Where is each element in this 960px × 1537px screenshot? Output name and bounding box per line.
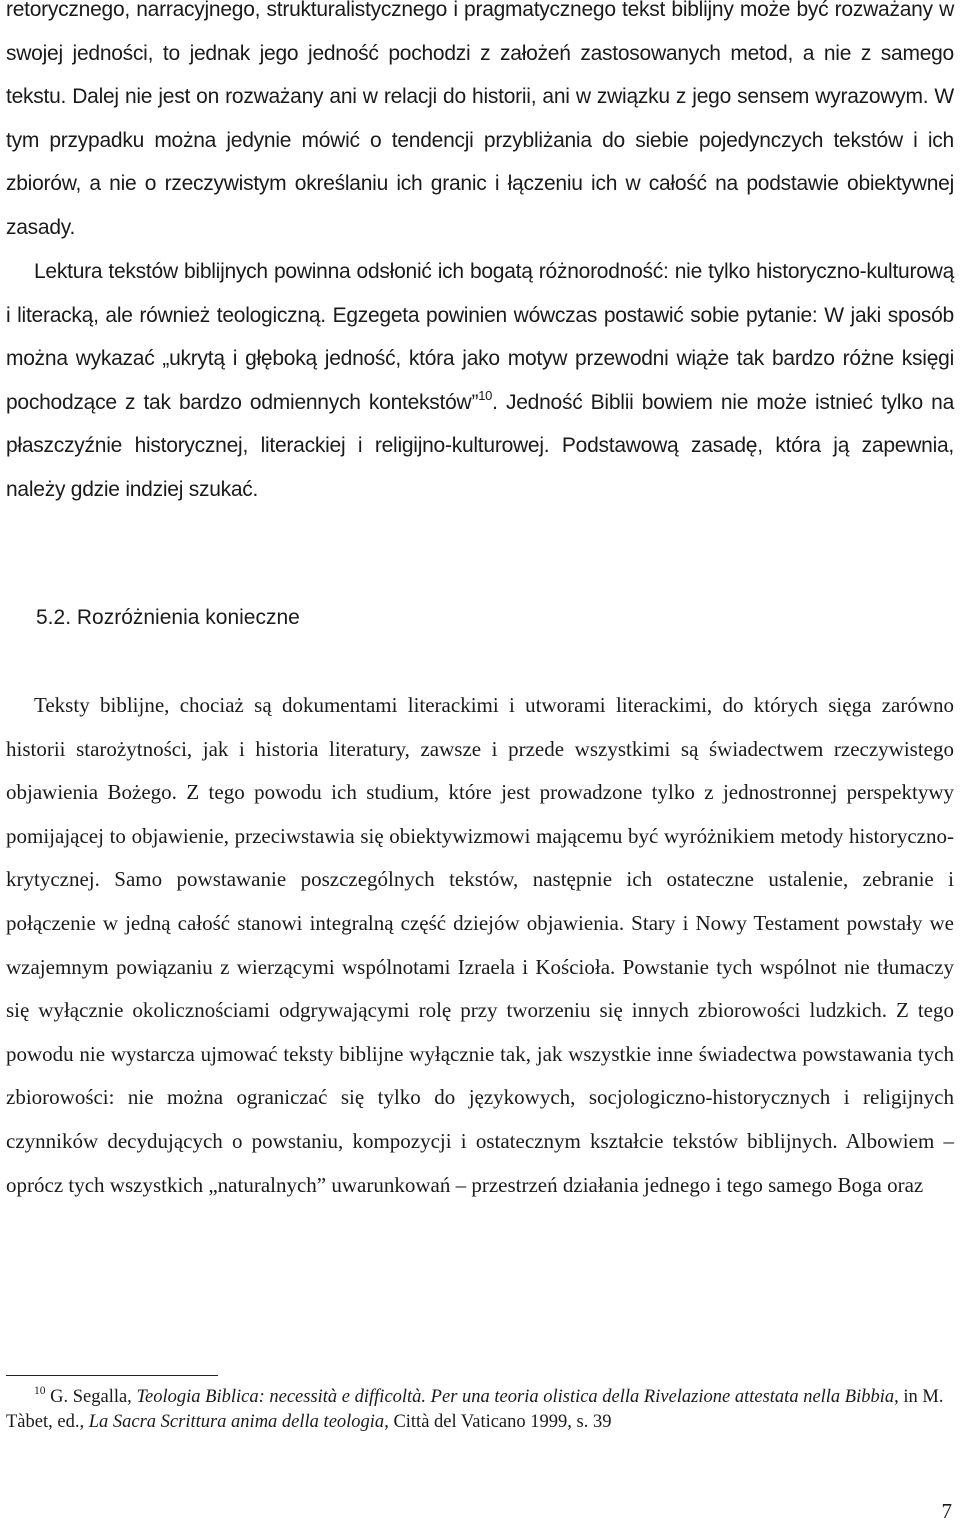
footnote-separator	[6, 1375, 218, 1376]
paragraph-continued: retorycznego, narracyjnego, strukturalistycznego i pragmatycznego tekst biblijny może być rozważany w swojej jedności, to jednak jego jedność pochodzi z założeń zastosowanych metod, a nie z samego tekstu. Dalej nie jest on rozważany ani w relacji do historii, ani w związku z jego sensem wyrazowym. W tym przypadku można jedynie mówić o tendencji przybliżania do siebie pojedynczych tekstów i ich zbiorów, a nie o rzeczywistym określaniu ich granic i łączeniu ich w całość na podstawie obiektywnej zasady.	[6, 0, 954, 239]
paragraph-teksty-biblijne	[6, 684, 954, 1207]
paragraph-text: Teksty biblijne, chociaż są dokumentami literackimi i utworami literackimi, do których sięga zarówno historii starożytności, jak i historia literatury, zawsze i przede wszystkimi są świadectwem rzeczywistego objawienia Bożego. Z tego powodu ich studium, które jest prowadzone tylko z jednostronnej perspektywy pomijającej to objawienie, przeciwstawia się obiektywizmowi mającemu być wyróżnikiem metody historyczno-krytycznej. Samo powstawanie poszczególnych tekstów, następnie ich ostateczne ustalenie, zebranie i połączenie w jedną całość stanowi integralną część dziejów objawienia. Stary i Nowy Testament powstały we wzajemnym powiązaniu z wierzącymi wspólnotami Izraela i Kościoła. Powstanie tych wspólnot nie tłumaczy się wyłącznie okolicznościami odgrywającymi rolę przy tworzeniu się innych zbiorowości ludzkich. Z tego powodu nie wystarcza ujmować teksty biblijne wyłącznie tak, jak wszystkie inne świadectwa powstawania tych zbiorowości: nie można ograniczać się tylko do językowych, socjologiczno-historycznych i religijnych czynników decydujących o powstaniu, kompozycji i ostatecznym kształcie tekstów biblijnych. Albowiem – oprócz tych wszystkich „naturalnych” uwarunkowań – przestrzeń działania jednego i tego samego Boga oraz	[6, 693, 954, 1197]
section-heading: 5.2. Rozróżnienia konieczne	[36, 606, 300, 629]
footnote-author: G. Segalla,	[50, 1387, 137, 1407]
footnote	[6, 1385, 954, 1434]
footnote-title-1: Teologia Biblica: necessità e difficoltà. Per una teoria olistica della Rivelazione attestata nella Bibbia	[136, 1387, 895, 1407]
footnote-reference[interactable]: 10	[478, 387, 493, 403]
paragraph-text-part2: . Jedność Biblii bowiem nie może istnieć tylko na płaszczyźnie historycznej, literackiej i religijno-kulturowej. Podstawową zasadę, która ją zapewnia, należy gdzie indziej szukać.	[6, 390, 954, 501]
page-number: 7	[941, 1499, 952, 1523]
footnote-title-2: La Sacra Scrittura anima della teologia	[88, 1411, 385, 1432]
paragraph-lektura	[6, 250, 954, 512]
footnote-number: 10	[34, 1385, 46, 1397]
footnote-mid: , in M. Tàbet, ed.,	[6, 1387, 944, 1432]
paragraph-text-part1: Lektura tekstów biblijnych powinna odsłonić ich bogatą różnorodność: nie tylko historyczno-kulturową i literacką, ale również teologiczną. Egzegeta powinien wówczas postawić sobie pytanie: W jaki sposób można wykazać „ukrytą i głęboką jedność, która jako motyw przewodni wiąże tak bardzo różne księgi pochodzące z tak bardzo odmiennych kontekstów”	[6, 260, 954, 414]
footnote-tail: , Città del Vaticano 1999, s. 39	[384, 1411, 612, 1432]
